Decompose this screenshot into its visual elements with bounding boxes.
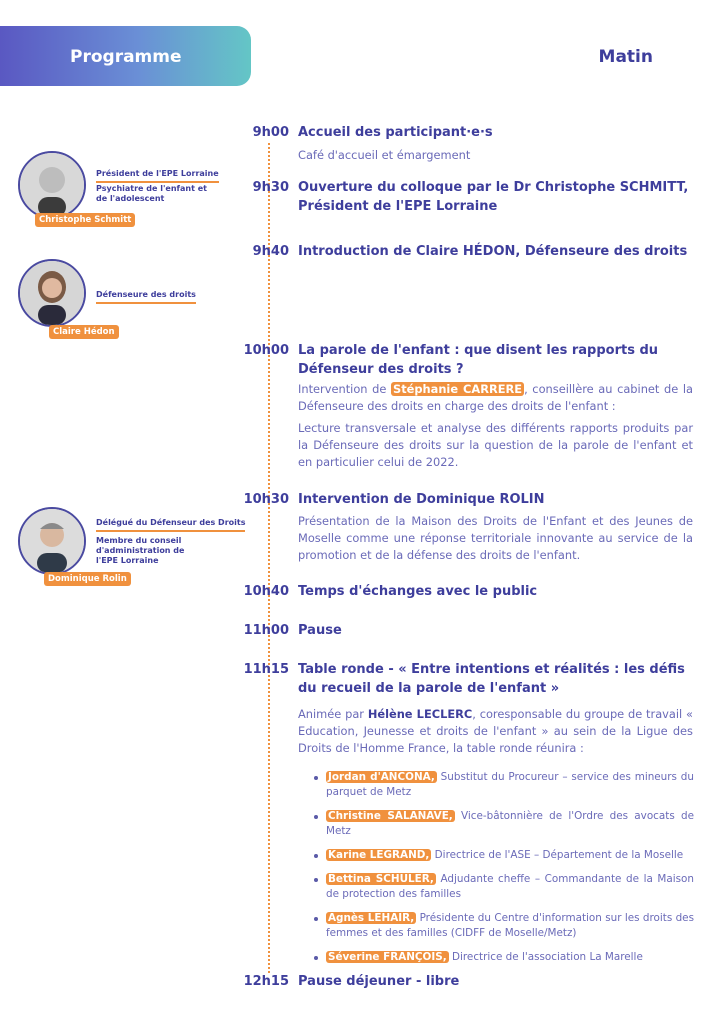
item-title: Pause: [298, 623, 342, 638]
list-item: Séverine FRANÇOIS, Directrice de l'association La Marelle: [314, 950, 694, 965]
speaker-name-tag: Christophe Schmitt: [35, 213, 135, 227]
list-item: Jordan d'ANCONA, Substitut du Procureur – service des mineurs du parquet de Metz: [314, 770, 694, 800]
page-title: Programme: [70, 47, 182, 67]
speaker-name-tag: Claire Hédon: [49, 325, 119, 339]
item-description: Présentation de la Maison des Droits de l'Enfant et des Jeunes de Moselle comme une réponse territoriale innovante au service de la promotion et de la défense des droits de l'enfant.: [298, 514, 693, 562]
item-time: 10h40: [243, 584, 289, 599]
item-title: Introduction de Claire HÉDON, Défenseure des droits: [298, 244, 688, 259]
speaker-role-secondary: Membre du conseil d'administration de l'EPE Lorraine: [96, 536, 185, 565]
speaker-role: Président de l'EPE Lorraine: [96, 169, 219, 183]
item-title: Ouverture du colloque par le Dr Christophe SCHMITT, Président de l'EPE Lorraine: [298, 180, 689, 214]
item-title: Temps d'échanges avec le public: [298, 584, 538, 599]
item-title: Pause déjeuner - libre: [298, 974, 460, 989]
moderator-name: Hélène LECLERC: [367, 707, 473, 721]
item-time: 10h30: [243, 492, 289, 507]
item-time: 10h00: [243, 343, 289, 358]
speaker-highlight: Stéphanie CARRERE: [393, 382, 523, 396]
item-title: La parole de l'enfant : que disent les rapports du Défenseur des droits ?: [298, 343, 659, 377]
list-item: Karine LEGRAND, Directrice de l'ASE – Département de la Moselle: [314, 848, 694, 863]
item-description: Intervention de Stéphanie CARRERE , conseillère au cabinet de la Défenseure des droits en charge des droits de l'enfant :: [298, 382, 694, 413]
speaker-role: Défenseure des droits: [96, 290, 196, 304]
item-time: 12h15: [243, 974, 289, 989]
item-description: Café d'accueil et émargement: [298, 148, 471, 162]
speaker-role: Délégué du Défenseur des Droits: [96, 518, 245, 532]
list-item: Christine SALANAVE, Vice-bâtonnière de l'Ordre des avocats de Metz: [314, 809, 694, 839]
speaker-role-secondary: Psychiatre de l'enfant et de l'adolescent: [96, 184, 207, 203]
avatar-dominique-rolin: [18, 507, 86, 575]
timeline-line: [268, 143, 270, 973]
item-time: 11h00: [243, 623, 289, 638]
item-time: 11h15: [243, 662, 289, 677]
item-title: Accueil des participant·e·s: [298, 125, 493, 140]
avatar-claire-hedon: [18, 259, 86, 327]
period-label: Matin: [598, 47, 653, 67]
item-time: 9h00: [252, 125, 289, 140]
item-description: Animée par Hélène LECLERC, coresponsable du groupe de travail « Education, Jeunesse et droits de l'enfant » au sein de la Ligue des Droits de l'Homme France, la table ronde réunira :: [298, 707, 693, 755]
item-description-2: Lecture transversale et analyse des différents rapports produits par la Défenseure des droits sur la question de la parole de l'enfant et en particulier celui de 2022.: [298, 421, 693, 469]
list-item: Bettina SCHULER, Adjudante cheffe – Commandante de la Maison de protection des familles: [314, 872, 694, 902]
list-item: Agnès LEHAIR, Présidente du Centre d'information sur les droits des femmes et des familles (CIDFF de Moselle/Metz): [314, 911, 694, 941]
item-title: Intervention de Dominique ROLIN: [298, 492, 545, 507]
avatar-christophe-schmitt: [18, 151, 86, 219]
panel-list: [314, 770, 694, 965]
speaker-name-tag: Dominique Rolin: [44, 572, 131, 586]
item-title: Table ronde - « Entre intentions et réalités : les défis du recueil de la parole de l'enfant »: [298, 662, 685, 696]
item-time: 9h30: [252, 180, 289, 195]
item-time: 9h40: [252, 244, 289, 259]
